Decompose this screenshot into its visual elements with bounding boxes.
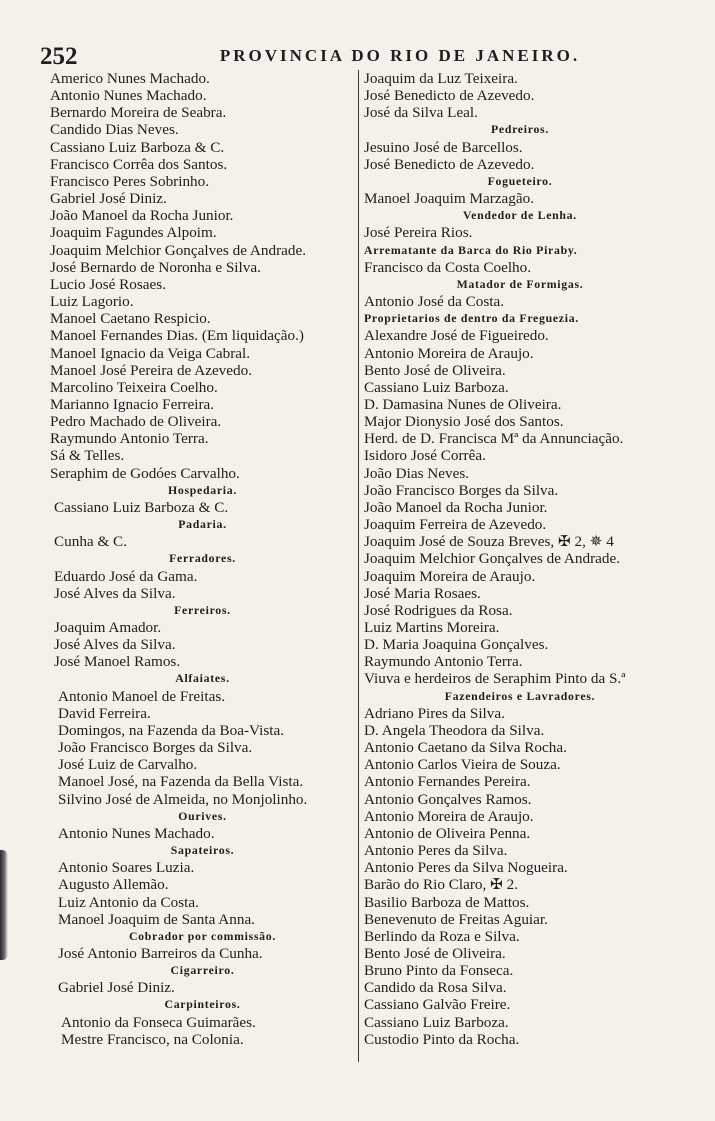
directory-entry: Cassiano Luiz Barboza & C.	[50, 138, 225, 156]
section-heading: Sapateiros.	[170, 843, 235, 858]
directory-entry: Gabriel José Diniz.	[58, 979, 175, 997]
page-header	[40, 44, 680, 70]
binding-shadow	[0, 850, 8, 960]
directory-entry: Candido da Rosa Silva.	[364, 979, 507, 997]
directory-entry: Americo Nunes Machado.	[50, 70, 210, 87]
left-column	[50, 70, 355, 1048]
directory-entry: Bento José de Oliveira.	[364, 361, 506, 379]
directory-entry: José Manoel Ramos.	[54, 653, 181, 671]
directory-entry: Cassiano Luiz Barboza & C.	[54, 498, 229, 516]
directory-entry: D. Damasina Nunes de Oliveira.	[364, 395, 562, 413]
directory-entry: D. Angela Theodora da Silva.	[364, 721, 545, 739]
page-number: 252	[40, 43, 78, 70]
directory-entry: Cunha & C.	[54, 533, 127, 551]
directory-entry: Herd. de D. Francisca Mª da Annunciação.	[364, 430, 624, 448]
directory-entry: José Benedicto de Azevedo.	[364, 87, 535, 105]
column-divider	[358, 70, 359, 1062]
directory-entry: João Francisco Borges da Silva.	[364, 481, 559, 499]
directory-entry: Luiz Lagorio.	[50, 293, 134, 311]
directory-entry: José Benedicto de Azevedo.	[364, 155, 535, 173]
directory-entry: Joaquim Fagundes Alpoim.	[50, 224, 217, 242]
directory-entry: Francisco da Costa Coelho.	[364, 258, 532, 276]
directory-entry: Mestre Francisco, na Colonia.	[61, 1030, 244, 1048]
directory-entry: Benevenuto de Freitas Aguiar.	[364, 910, 548, 928]
directory-entry: Antonio Nunes Machado.	[58, 824, 215, 842]
directory-entry: Joaquim Moreira de Araujo.	[364, 567, 536, 585]
directory-entry: João Francisco Borges da Silva.	[58, 739, 253, 757]
directory-entry: João Manoel da Rocha Junior.	[50, 207, 234, 225]
directory-entry: Domingos, na Fazenda da Boa-Vista.	[58, 721, 285, 739]
directory-entry: João Dias Neves.	[364, 464, 470, 482]
directory-entry: Luiz Martins Moreira.	[364, 619, 500, 636]
directory-entry: Isidoro José Corrêa.	[364, 447, 486, 465]
directory-entry: Marianno Ignacio Ferreira.	[50, 395, 215, 413]
directory-entry: José Rodrigues da Rosa.	[364, 601, 513, 619]
directory-entry: Joaquim Melchior Gonçalves de Andrade.	[364, 550, 621, 568]
directory-entry: Marcolino Teixeira Coelho.	[50, 378, 218, 396]
directory-entry: Basilio Barboza de Mattos.	[364, 893, 530, 911]
directory-entry: Manoel Fernandes Dias. (Em liquidação.)	[50, 327, 304, 345]
directory-entry: José Pereira Rios.	[364, 224, 473, 242]
directory-entry: Raymundo Antonio Terra.	[364, 653, 523, 671]
directory-entry: José Bernardo de Noronha e Silva.	[50, 258, 261, 276]
directory-entry: Berlindo da Roza e Silva.	[364, 927, 520, 945]
directory-entry: Antonio Caetano da Silva Rocha.	[364, 739, 567, 757]
section-heading: Hospedaria.	[168, 482, 237, 497]
directory-entry: Silvino José de Almeida, no Monjolinho.	[58, 790, 308, 808]
directory-entry: José Alves da Silva.	[54, 636, 176, 654]
section-heading: Padaria.	[178, 517, 227, 532]
section-heading: Ferreiros.	[174, 602, 231, 617]
directory-entry: David Ferreira.	[58, 704, 151, 722]
directory-entry: Manoel José Pereira de Azevedo.	[50, 361, 253, 379]
directory-entry: Antonio Moreira de Araujo.	[364, 807, 534, 825]
directory-entry: Sá & Telles.	[50, 447, 125, 465]
running-title: PROVINCIA DO RIO DE JANEIRO.	[219, 46, 581, 65]
section-heading: Carpinteiros.	[164, 997, 241, 1012]
section-heading: Alfaiates.	[175, 671, 230, 686]
section-heading: Proprietarios de dentro da Freguezia.	[364, 311, 579, 326]
directory-entry: Joaquim da Luz Teixeira.	[364, 70, 518, 87]
directory-entry: Manoel Joaquim de Santa Anna.	[58, 910, 255, 928]
directory-entry: José Alves da Silva.	[54, 584, 176, 602]
directory-entry: Major Dionysio José dos Santos.	[364, 413, 564, 431]
directory-entry: Cassiano Luiz Barboza.	[364, 1013, 509, 1031]
directory-entry: Bernardo Moreira de Seabra.	[50, 104, 227, 122]
right-column	[364, 70, 676, 1048]
section-heading: Cobrador por commissão.	[128, 928, 277, 943]
directory-entry: Bento José de Oliveira.	[364, 944, 506, 962]
directory-entry: Viuva e herdeiros de Seraphim Pinto da S.ª	[364, 670, 626, 688]
section-heading: Cigarreiro.	[170, 963, 235, 978]
directory-entry: Francisco Corrêa dos Santos.	[50, 155, 228, 173]
directory-entry: Cassiano Luiz Barboza.	[364, 378, 509, 396]
directory-entry: José da Silva Leal.	[364, 104, 478, 122]
directory-entry: Manoel José, na Fazenda da Bella Vista.	[58, 773, 304, 791]
directory-entry: Manoel Joaquim Marzagão.	[364, 190, 534, 208]
directory-entry: Raymundo Antonio Terra.	[50, 430, 209, 448]
directory-entry: José Luiz de Carvalho.	[58, 756, 198, 774]
directory-entry: Cassiano Galvão Freire.	[364, 996, 511, 1014]
section-heading: Pedreiros.	[490, 122, 549, 137]
section-heading: Arrematante da Barca do Rio Piraby.	[364, 242, 578, 257]
directory-entry: Joaquim Melchior Gonçalves de Andrade.	[50, 241, 307, 259]
directory-entry: Seraphim de Godóes Carvalho.	[50, 464, 240, 482]
directory-entry: Antonio Carlos Vieira de Souza.	[364, 756, 561, 774]
directory-entry: Antonio Moreira de Araujo.	[364, 344, 534, 362]
directory-entry: Antonio Manoel de Freitas.	[58, 687, 226, 705]
directory-entry: Antonio José da Costa.	[364, 293, 505, 311]
directory-entry: Antonio Gonçalves Ramos.	[364, 790, 532, 808]
section-heading: Matador de Formigas.	[456, 276, 584, 291]
directory-entry: Antonio Soares Luzia.	[58, 859, 195, 877]
directory-entry: Barão do Rio Claro, ✠ 2.	[364, 876, 519, 894]
directory-entry: Bruno Pinto da Fonseca.	[364, 962, 514, 980]
directory-entry: José Maria Rosaes.	[364, 584, 481, 602]
directory-entry: Antonio da Fonseca Guimarães.	[61, 1013, 256, 1031]
directory-entry: Alexandre José de Figueiredo.	[364, 327, 549, 345]
directory-entry: Manoel Caetano Respicio.	[50, 310, 211, 328]
directory-entry: D. Maria Joaquina Gonçalves.	[364, 636, 549, 654]
directory-entry: Candido Dias Neves.	[50, 121, 179, 139]
directory-entry: Luiz Antonio da Costa.	[58, 893, 199, 911]
directory-entry: José Antonio Barreiros da Cunha.	[58, 944, 263, 962]
directory-entry: Antonio Peres da Silva.	[364, 842, 508, 860]
directory-entry: Adriano Pires da Silva.	[364, 704, 505, 722]
directory-entry: João Manoel da Rocha Junior.	[364, 498, 548, 516]
directory-entry: Eduardo José da Gama.	[54, 567, 198, 585]
section-heading: Ourives.	[178, 808, 227, 823]
section-heading: Fazendeiros e Lavradores.	[444, 688, 596, 703]
section-heading: Ferradores.	[169, 551, 236, 566]
directory-entry: Joaquim Ferreira de Azevedo.	[364, 516, 547, 534]
directory-entry: Custodio Pinto da Rocha.	[364, 1030, 520, 1048]
directory-entry: Antonio Nunes Machado.	[50, 87, 207, 105]
directory-entry: Lucio José Rosaes.	[50, 275, 166, 293]
directory-entry: Antonio de Oliveira Penna.	[364, 824, 531, 842]
directory-entry: Augusto Allemão.	[58, 876, 169, 894]
directory-entry: Gabriel José Diniz.	[50, 190, 167, 208]
directory-entry: Antonio Fernandes Pereira.	[364, 773, 531, 791]
directory-entry: Manoel Ignacio da Veiga Cabral.	[50, 344, 251, 362]
directory-entry: Pedro Machado de Oliveira.	[50, 413, 222, 431]
section-heading: Vendedor de Lenha.	[463, 208, 577, 223]
directory-entry: Francisco Peres Sobrinho.	[50, 172, 210, 190]
directory-entry: Antonio Peres da Silva Nogueira.	[364, 859, 568, 877]
directory-entry: Joaquim José de Souza Breves, ✠ 2, ✵ 4	[364, 533, 614, 551]
section-heading: Fogueteiro.	[487, 173, 553, 188]
directory-entry: Joaquim Amador.	[54, 619, 162, 636]
directory-entry: Jesuino José de Barcellos.	[364, 138, 523, 156]
